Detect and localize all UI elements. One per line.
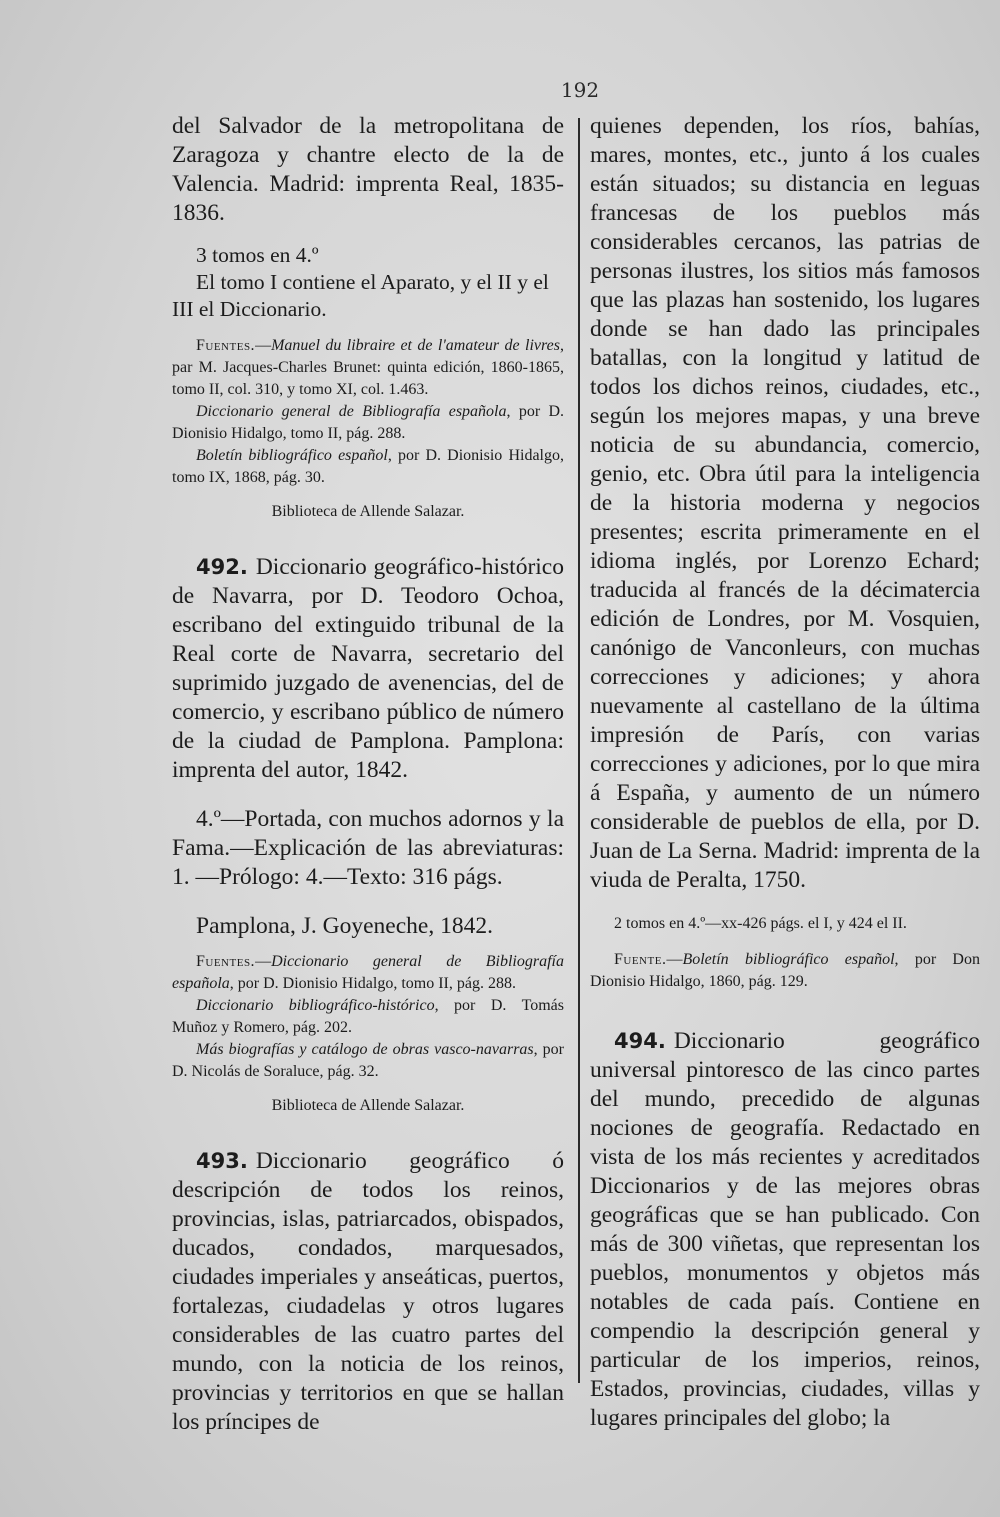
entry-493-volumes: 2 tomos en 4.º—xx-426 págs. el I, y 424 el II. [614,915,907,932]
entry-492-library: Biblioteca de Allende Salazar. [271,1097,465,1114]
entry-number: 494. [614,1029,666,1053]
entry-text: Diccionario geográfico ó descripción de todos los reinos, provincias, islas, patriarcados, obispados, ducados, condados, marquesados, ciudades imperiales y anseáticas, puertos, fortalezas, ciudadelas y otros lugares considerables de las cuatro partes del mundo, con la noticia de los reinos, provincias y territorios en que se hallan los príncipes de [172,1148,564,1435]
right-column [590,112,980,1433]
source-detail: , por D. Dionisio Hidalgo, tomo IX, 1868, pág. 30. [172,447,564,486]
entry-492-source-2 [172,995,564,1039]
fuentes-label: Fuentes. [196,337,256,354]
source-title: Diccionario general de Bibliografía española [172,953,564,992]
source-detail: , por Don Dionisio Hidalgo, 1860, pág. 129. [590,951,980,990]
entry-492 [172,553,564,785]
entry-493-continuation: quienes dependen, los ríos, bahías, mares, montes, etc., junto á los cuales están situados; su distancia en leguas francesas de los pueblos más considerables cercanos, las patrias de personas ilustres, los sitios más famosos que las plazas han sostenido, los lugares donde se han dado las principales batallas, con la longitud y latitud de todos los dichos reinos, ciudades, etc., según los mejores mapas, y una breve noticia de su abundancia, comercio, genio, etc. Obra útil para la inteligencia de la historia moderna y negocios presentes; escrita primeramente en el idioma inglés, por Lorenzo Echard; traducida al francés de la décimatercia edición de Londres, por M. Vosquien, canónigo de Vanconleurs, con muchas correcciones y adiciones; y ahora nuevamente al castellano de la última impresión de París, con varias correcciones y adiciones, por lo que mira á España, y aumento de un número considerable de pueblos de ella, por D. Juan de La Serna. Madrid: imprenta de la viuda de Peralta, 1750. [590,113,980,893]
fuente-label: Fuente. [614,951,667,968]
source-title: Diccionario bibliográfico-histórico [196,997,435,1014]
source-detail: , par M. Jacques-Charles Brunet: quinta edición, 1860-1865, tomo II, col. 310, y tomo XI, col. 1.463. [172,337,564,398]
entry-492-imprint: Pamplona, J. Goyeneche, 1842. [196,913,493,939]
entry-492-source-3 [172,1039,564,1083]
entry-491-tail: del Salvador de la metropolitana de Zaragoza y chantre electo de la de Valencia. Madrid: imprenta Real, 1835-1836. [172,113,564,226]
source-title: Diccionario general de Bibliografía española [196,403,507,420]
entry-493-source-1: Fuente.—Boletín bibliográfico español, por Don Dionisio Hidalgo, 1860, pág. 129. [590,951,980,990]
page-number: 192 [560,78,600,102]
source-detail: , por D. Dionisio Hidalgo, tomo II, pág. 288. [229,975,516,992]
source-title: Más biografías y catálogo de obras vasco-navarras [196,1041,534,1058]
source-title: Boletín bibliográfico español [682,951,895,968]
source-title: Manuel du libraire et de l'amateur de livres [271,337,560,354]
entry-text: Diccionario geográfico universal pintoresco de las cinco partes del mundo, precedido de algunas nociones de geografía. Redactado en vista de los más recientes y acreditados Diccionarios y de las mejores obras geográficas que se han publicado. Con más de 300 viñetas, que representan los pueblos, monumentos y objetos más notables de cada país. Contiene en compendio la descripción general y particular de los imperios, reinos, Estados, provincias, ciudades, villas y lugares principales del globo; la [590,1028,980,1431]
entry-number: 492. [196,555,248,579]
source-title: Boletín bibliográfico español [196,447,388,464]
source-detail: , por D. Dionisio Hidalgo, tomo II, pág. 288. [172,403,565,442]
entry-492-description: 4.º—Portada, con muchos adornos y la Fama.—Explicación de las abreviaturas: 1. —Prólogo: 4.—Texto: 316 págs. [172,806,564,890]
left-column [172,112,564,1437]
entry-493 [172,1147,564,1437]
source-detail: , por D. Nicolás de Soraluce, pág. 32. [172,1041,565,1080]
entry-491-volumes: 3 tomos en 4.º [196,243,319,267]
entry-text: Diccionario geográfico-histórico de Navarra, por D. Teodoro Ochoa, escribano del extinguido tribunal de la Real corte de Navarra, secretario del suprimido juzgado de avenencias, del de comercio, y escribano público de número de la ciudad de Pamplona. Pamplona: imprenta del autor, 1842. [172,554,564,783]
entry-491-library: Biblioteca de Allende Salazar. [271,503,465,520]
entry-491-source-1: Fuentes.—Manuel du libraire et de l'amateur de livres, par M. Jacques-Charles Brunet: quinta edición, 1860-1865, tomo II, col. 310, y tomo XI, col. 1.463. [172,337,564,398]
fuentes-label: Fuentes. [196,953,256,970]
column-divider [578,118,580,1383]
entry-491-source-3 [172,445,564,489]
source-detail: , por D. Tomás Muñoz y Romero, pág. 202. [172,997,564,1036]
entry-491-contents: El tomo I contiene el Aparato, y el II y el III el Diccionario. [172,270,549,321]
entry-492-source-1: Fuentes.—Diccionario general de Bibliografía española, por D. Dionisio Hidalgo, tomo II, pág. 288. [172,953,564,992]
entry-494 [590,1027,980,1433]
entry-491-source-2 [172,401,564,445]
entry-number: 493. [196,1149,248,1173]
